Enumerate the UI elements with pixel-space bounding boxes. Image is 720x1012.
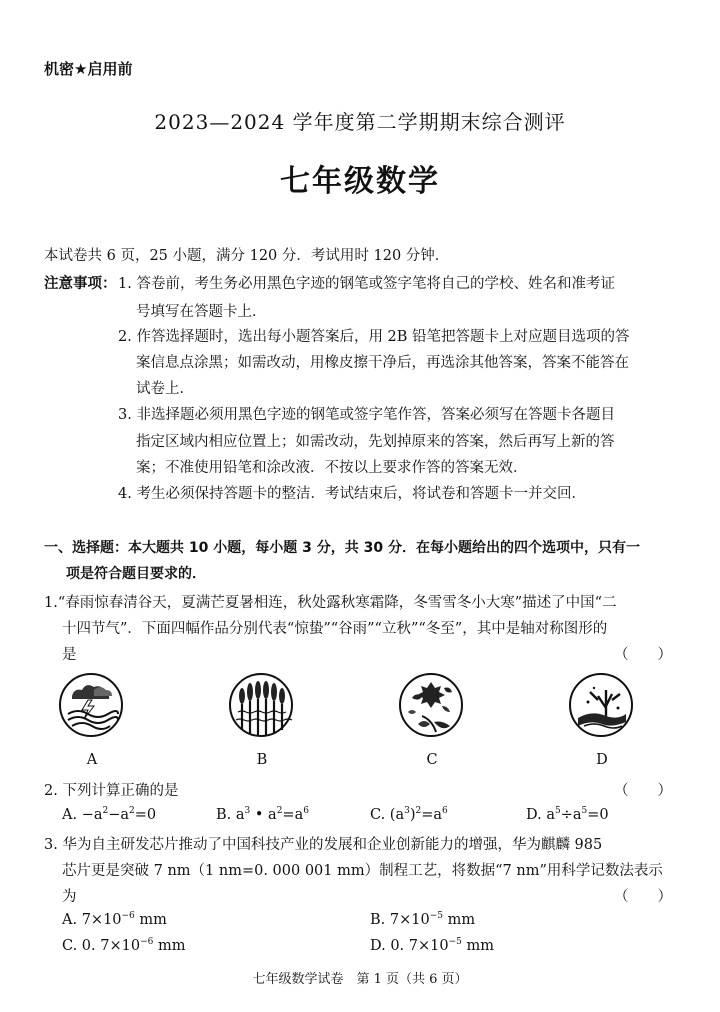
thunder-cloud-icon bbox=[58, 672, 124, 738]
option-label-d: D bbox=[596, 752, 608, 768]
wheat-field-icon bbox=[228, 672, 294, 738]
note-line: 试卷上． bbox=[136, 381, 194, 397]
question-1-line: 是 bbox=[62, 647, 77, 663]
winter-tree-icon bbox=[568, 672, 634, 738]
note-line: 1. 答卷前，考生务必用黑色字迹的钢笔或签字笔将自己的学校、姓名和准考证 bbox=[118, 276, 615, 292]
question-3-line: 为 bbox=[62, 889, 77, 905]
section-heading: 一、选择题：本大题共 10 小题，每小题 3 分，共 30 分．在每小题给出的四个选项中，只有一 bbox=[44, 540, 640, 556]
note-line: 3. 非选择题必须用黑色字迹的钢笔或签字笔作答，答案必须写在答题卡各题目 bbox=[118, 407, 615, 423]
confidential-label: 机密★启用前 bbox=[44, 60, 133, 78]
question-2-stem: 2. 下列计算正确的是 bbox=[44, 783, 179, 799]
notes-label: 注意事项： bbox=[44, 276, 117, 292]
q2-option-a: A. $-a^2-a^2=0$ bbox=[62, 806, 157, 823]
q3-option-a: A. $7\times 10^{-6}$ mm bbox=[62, 911, 167, 928]
option-label-b: B bbox=[256, 752, 268, 768]
note-line: 案信息点涂黑；如需改动，用橡皮擦干净后，再选涂其他答案，答案不能答在 bbox=[136, 355, 629, 371]
page-footer: 七年级数学试卷 第 1 页（共 6 页） bbox=[252, 972, 468, 987]
option-label-a: A bbox=[86, 752, 98, 768]
q3-option-b: B. $7\times 10^{-5}$ mm bbox=[370, 911, 476, 928]
q3-option-c: C. 0. $7\times 10^{-6}$ mm bbox=[62, 937, 186, 954]
intro-text: 本试卷共 6 页，25 小题，满分 120 分．考试用时 120 分钟． bbox=[44, 248, 450, 264]
note-line: 2. 作答选择题时，选出每小题答案后，用 2B 铅笔把答题卡上对应题目选项的答 bbox=[118, 329, 630, 345]
autumn-leaves-icon bbox=[398, 672, 464, 738]
answer-blank: （ ） bbox=[614, 647, 672, 663]
note-line: 案；不准使用铅笔和涂改液．不按以上要求作答的答案无效． bbox=[136, 460, 528, 476]
question-3-line: 芯片更是突破 7 nm（1 nm=0. 000 001 mm）制程工艺，将数据“7 nm”用科学记数法表示 bbox=[62, 863, 663, 879]
note-line: 号填写在答题卡上． bbox=[136, 304, 267, 320]
q3-option-d: D. 0. $7\times 10^{-5}$ mm bbox=[370, 937, 494, 954]
q2-option-d: D. $a^5\div a^5=0$ bbox=[526, 806, 609, 823]
section-heading-cont: 项是符合题目要求的． bbox=[66, 566, 206, 582]
exam-year-title: 2023—2024 学年度第二学期期末综合测评 bbox=[154, 110, 566, 134]
note-line: 4. 考生必须保持答题卡的整洁．考试结束后，将试卷和答题卡一并交回． bbox=[118, 486, 586, 502]
question-1-line: 十四节气”．下面四幅作品分别代表“惊蛰”“谷雨”“立秋”“冬至”，其中是轴对称图形的 bbox=[62, 621, 608, 637]
note-line: 指定区域内相应位置上；如需改动，先划掉原来的答案，然后再写上新的答 bbox=[136, 434, 615, 450]
page-title: 七年级数学 bbox=[280, 164, 440, 199]
q2-option-c: C. $(a^3)^2=a^6$ bbox=[370, 806, 448, 823]
question-3-line: 3. 华为自主研发芯片推动了中国科技产业的发展和企业创新能力的增强，华为麒麟 985 bbox=[44, 837, 603, 853]
answer-blank: （ ） bbox=[614, 889, 672, 905]
question-1-line: 1.“春雨惊春清谷天，夏满芒夏暑相连，秋处露秋寒霜降，冬雪雪冬小大寒”描述了中国“二 bbox=[44, 595, 617, 611]
option-label-c: C bbox=[426, 752, 438, 768]
q2-option-b: B. $a^3$ • $a^2=a^6$ bbox=[216, 806, 309, 823]
answer-blank: （ ） bbox=[614, 783, 672, 799]
